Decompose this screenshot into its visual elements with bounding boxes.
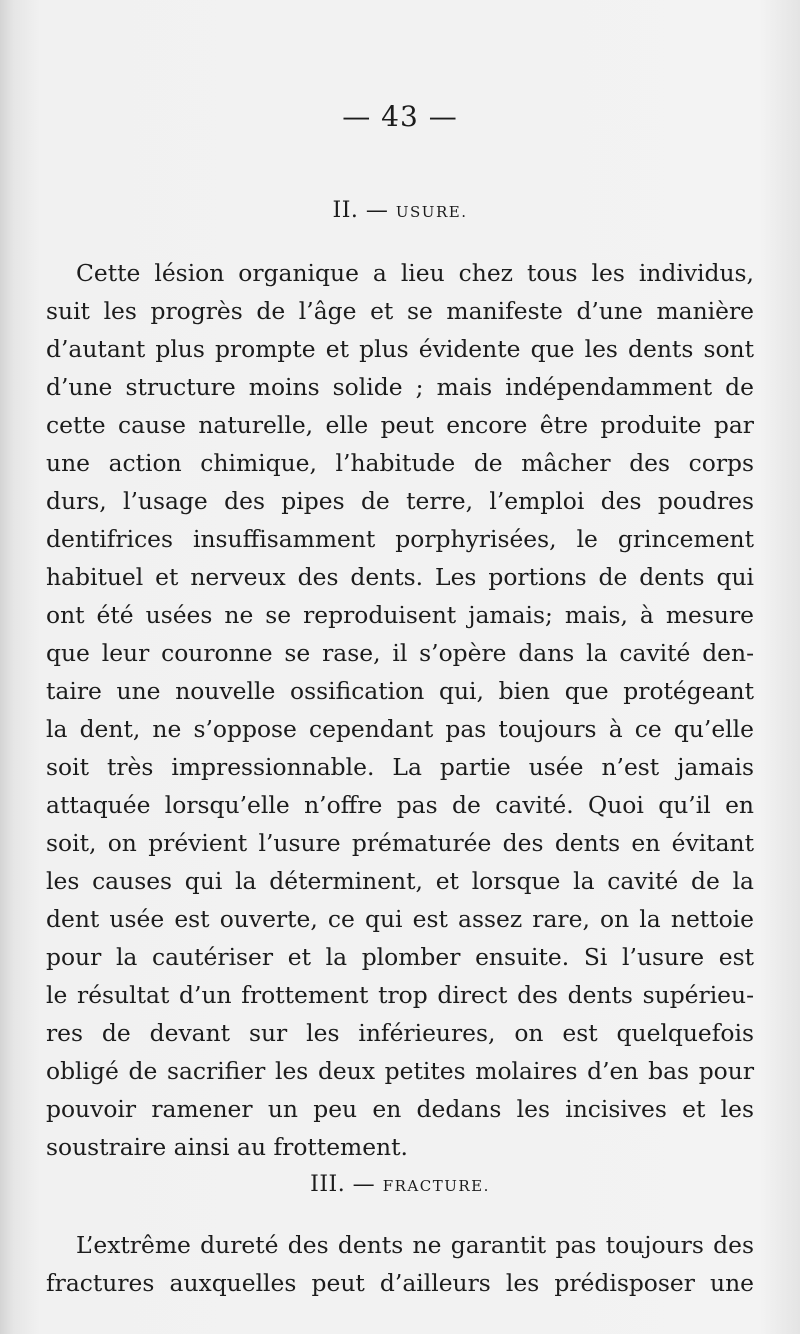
page-number: — 43 — — [342, 100, 458, 133]
text-line: que leur couronne se rase, il s’opère dans la cavité den- — [46, 639, 754, 667]
text-line: cette cause naturelle, elle peut encore être produite par — [46, 411, 754, 439]
section-title: FRACTURE. — [382, 1177, 490, 1195]
text-line: d’une structure moins solide ; mais indépendamment de — [46, 373, 754, 401]
section-numeral: II. — — [332, 198, 389, 223]
text-line: ont été usées ne se reproduisent jamais; mais, à mesure — [46, 601, 754, 629]
text-line: taire une nouvelle ossification qui, bien que protégeant — [46, 677, 754, 705]
text-line: fractures auxquelles peut d’ailleurs les prédisposer une — [46, 1269, 754, 1297]
section-numeral: III. — — [310, 1172, 376, 1197]
text-line: res de devant sur les inférieures, on est quelquefois — [46, 1019, 754, 1047]
text-line: habituel et nerveux des dents. Les portions de dents qui — [46, 563, 754, 591]
text-line: soit, on prévient l’usure prématurée des dents en évitant — [46, 829, 754, 857]
section-heading-fracture — [0, 1172, 800, 1197]
paragraph-fracture — [46, 1226, 754, 1302]
paragraph-usure — [46, 254, 754, 1166]
text-line: obligé de sacrifier les deux petites molaires d’en bas pour — [46, 1057, 754, 1085]
text-line: pouvoir ramener un peu en dedans les incisives et les — [46, 1095, 754, 1123]
text-line: dent usée est ouverte, ce qui est assez rare, on la nettoie — [46, 905, 754, 933]
text-line: soit très impressionnable. La partie usée n’est jamais — [46, 753, 754, 781]
text-line: attaquée lorsqu’elle n’offre pas de cavité. Quoi qu’il en — [46, 791, 754, 819]
text-line: dentifrices insuffisamment porphyrisées, le grincement — [46, 525, 754, 553]
text-line: une action chimique, l’habitude de mâcher des corps — [46, 449, 754, 477]
text-line: durs, l’usage des pipes de terre, l’emploi des poudres — [46, 487, 754, 515]
section-heading-usure — [0, 198, 800, 223]
text-line: soustraire ainsi au frottement. — [46, 1133, 408, 1161]
text-line: L’extrême dureté des dents ne garantit pas toujours des — [76, 1231, 754, 1259]
section-title: USURE. — [395, 203, 468, 221]
text-line: d’autant plus prompte et plus évidente que les dents sont — [46, 335, 754, 363]
text-line: pour la cautériser et la plomber ensuite. Si l’usure est — [46, 943, 754, 971]
text-line: le résultat d’un frottement trop direct des dents supérieu- — [46, 981, 754, 1009]
text-line: la dent, ne s’oppose cependant pas toujours à ce qu’elle — [46, 715, 754, 743]
text-line: Cette lésion organique a lieu chez tous les individus, — [76, 259, 754, 287]
text-line: les causes qui la déterminent, et lorsque la cavité de la — [46, 867, 754, 895]
text-line: suit les progrès de l’âge et se manifeste d’une manière — [46, 297, 754, 325]
